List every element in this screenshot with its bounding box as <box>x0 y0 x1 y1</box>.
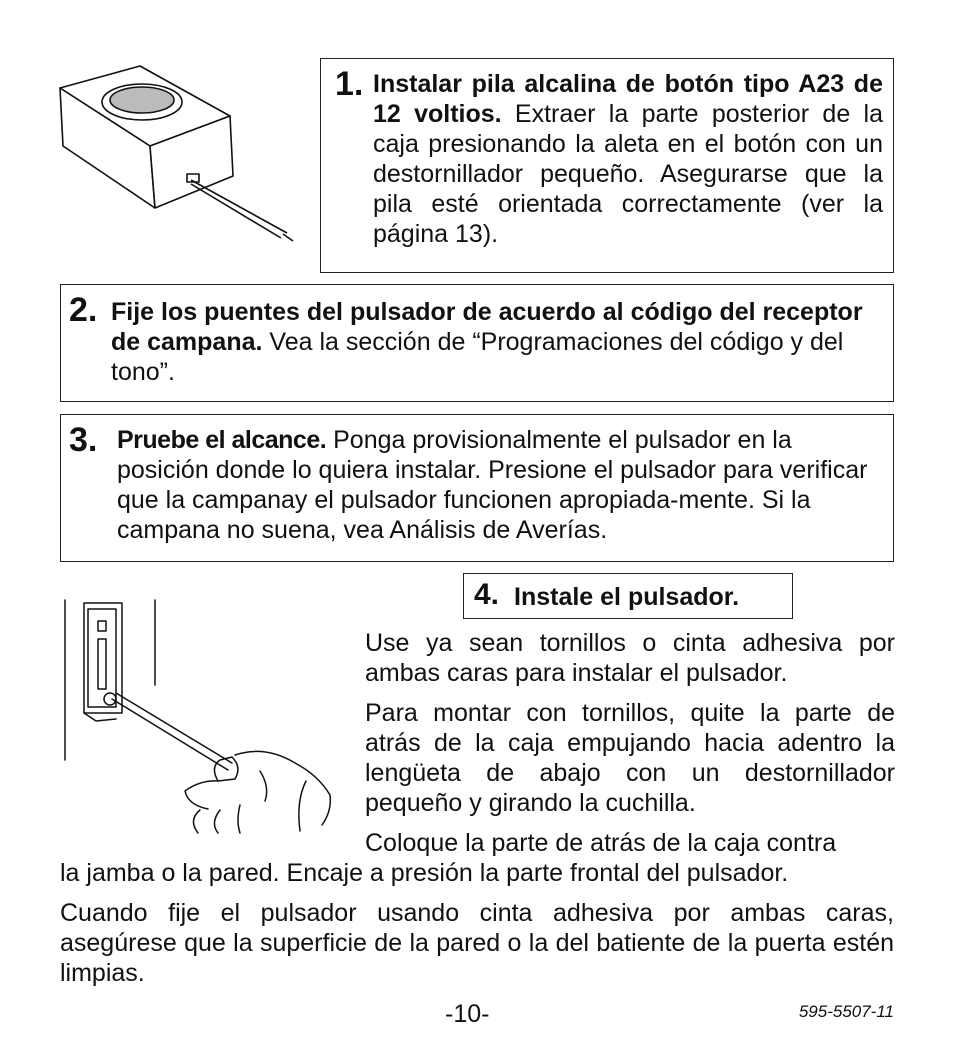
step2-body: Vea la sección de “Programaciones del código y del tono”. <box>111 328 844 386</box>
step2-text <box>111 297 887 387</box>
step4-paragraph-1: Use ya sean tornillos o cinta adhesiva por ambas caras para instalar el pulsador. <box>365 629 895 687</box>
step4-number: 4. <box>474 578 500 611</box>
step1-text <box>373 69 883 249</box>
step2-box <box>60 284 894 402</box>
step1-box <box>320 58 894 273</box>
step3-heading: Pruebe el alcance. <box>117 426 327 454</box>
pushbutton-battery-illustration <box>55 58 305 243</box>
step1-body: Extraer la parte posterior de la caja presionando la aleta en el botón con un destornillador pequeño. Asegurarse que la pila esté orientada correctamente (ver la página 13). <box>373 100 883 248</box>
step2-number: 2. <box>69 291 98 329</box>
step4-paragraph-3-line-2: la jamba o la pared. Encaje a presión la parte frontal del pulsador. <box>60 859 789 887</box>
step3-number: 3. <box>69 421 98 459</box>
document-code: 595-5507-11 <box>798 1002 894 1021</box>
step1-heading: Instalar pila alcalina de botón tipo A23 de 12 voltios. <box>373 70 883 128</box>
step4-paragraph-2: Para montar con tornillos, quite la parte de atrás de la caja empujando hacia adentro la lengüeta de abajo con un destornillador pequeño y girando la cuchilla. <box>365 699 895 817</box>
step4-paragraph-3-line-1: Coloque la parte de atrás de la caja contra <box>365 829 837 857</box>
step4-title: Instale el pulsador. <box>514 583 740 611</box>
step2-heading: Fije los puentes del pulsador de acuerdo al código del receptor de campana. <box>111 298 863 356</box>
mounting-screwdriver-illustration <box>60 595 360 835</box>
step1-number: 1. <box>335 65 364 103</box>
step3-text <box>117 425 887 545</box>
step4-title-box <box>463 573 793 619</box>
step3-box <box>60 414 894 562</box>
step3-body: Ponga provisionalmente el pulsador en la posición donde lo quiera instalar. Presione el pulsador para verificar que la campanay el pulsador funcionen apropiada-mente. Si la campana no suena, vea Análisis de Averías. <box>117 426 868 544</box>
page-number: -10- <box>445 1000 490 1028</box>
step4-paragraph-4: Cuando fije el pulsador usando cinta adhesiva por ambas caras, asegúrese que la superficie de la pared o la del batiente de la puerta estén limpias. <box>60 899 894 987</box>
